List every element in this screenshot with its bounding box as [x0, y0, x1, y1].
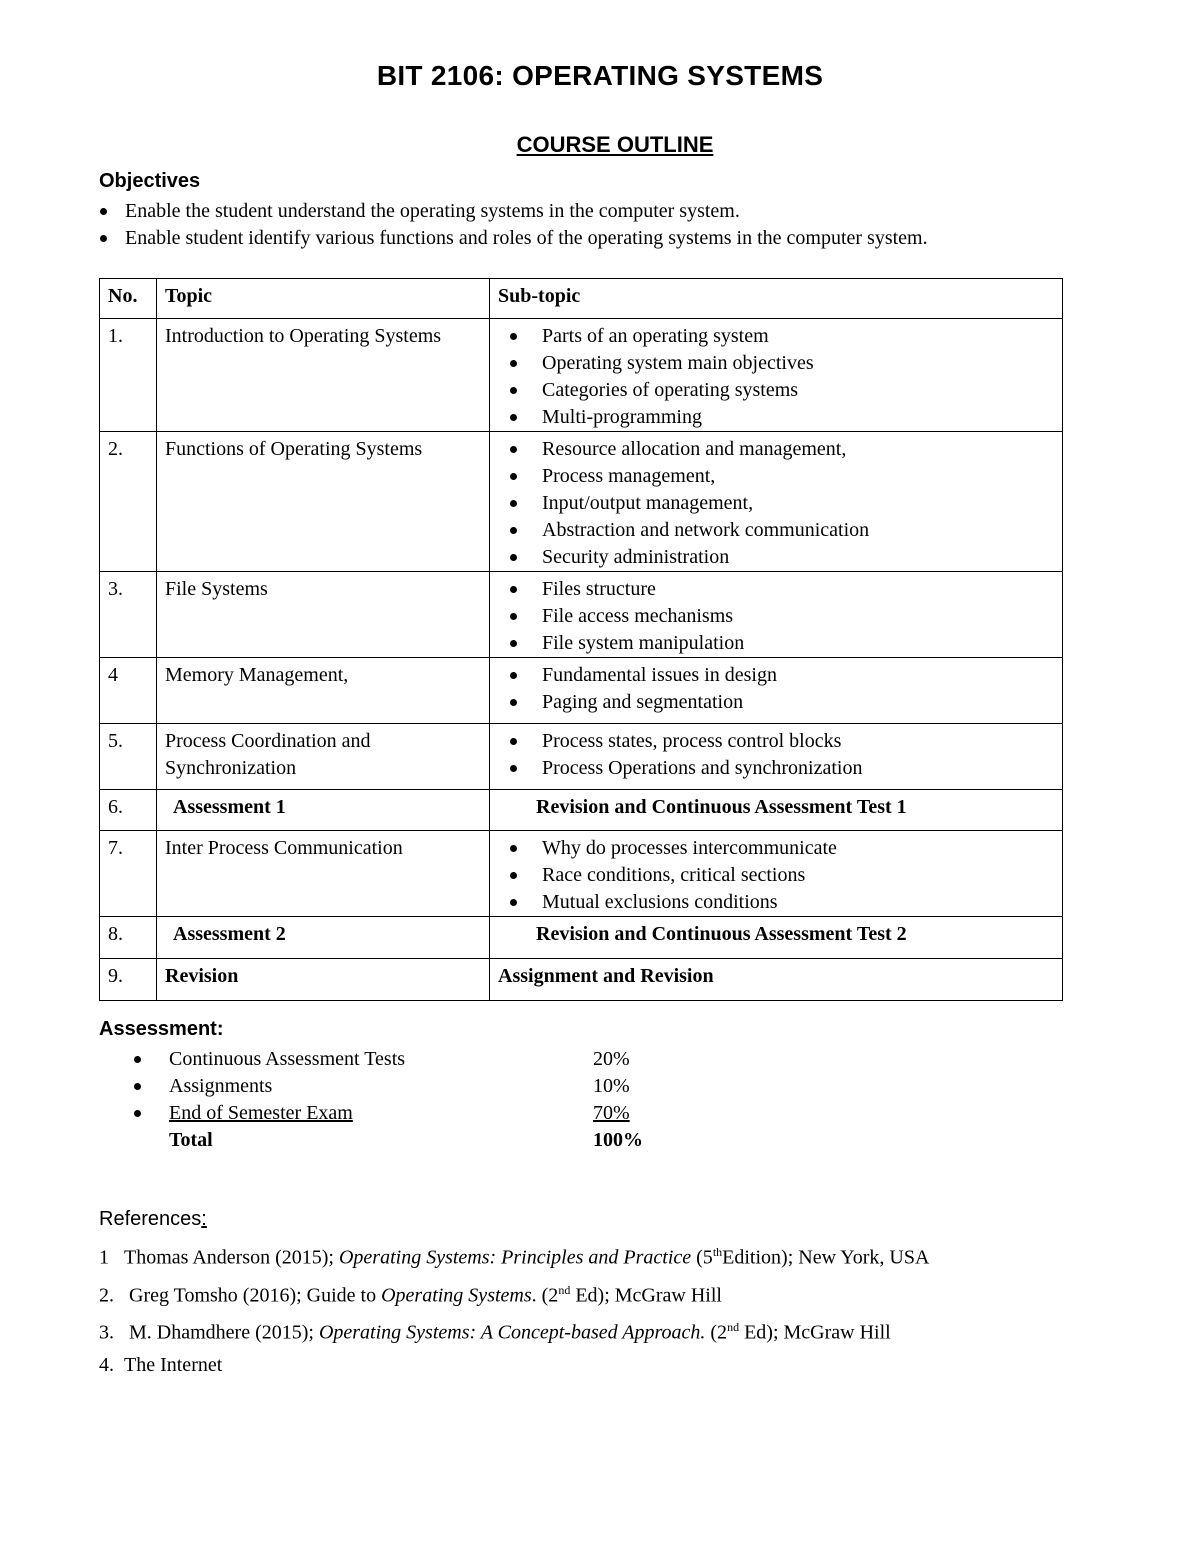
table-row	[100, 790, 1063, 831]
subtopic-item: Process Operations and synchronization	[498, 755, 1054, 782]
subtopic-item: Categories of operating systems	[498, 377, 1054, 404]
assessment-label: End of Semester Exam	[169, 1102, 353, 1124]
reference-author: M. Dhamdhere (2015);	[129, 1321, 319, 1344]
row-note: Assignment and Revision	[490, 959, 1063, 1001]
references-list	[99, 1236, 929, 1381]
subtopic-item: Input/output management,	[498, 490, 1054, 517]
bullet-icon	[133, 1046, 143, 1073]
assessment-note: Revision and Continuous Assessment Test 1	[536, 796, 907, 818]
subtopic-item: Paging and segmentation	[498, 689, 1054, 716]
table-row	[100, 724, 1063, 790]
total-label: Total	[169, 1129, 213, 1151]
reference-publisher: Ed); McGraw Hill	[739, 1321, 891, 1344]
assessment-topic: Assessment 2	[173, 923, 286, 945]
reference-number: 1	[99, 1246, 109, 1269]
subtopic-item: Multi-programming	[498, 404, 1054, 431]
row-subtopics	[490, 724, 1063, 790]
subtopic-item: Mutual exclusions conditions	[498, 889, 1054, 916]
assessment-percent: 10%	[593, 1075, 630, 1097]
references-heading	[99, 1208, 207, 1231]
references-heading-text: References	[99, 1208, 202, 1230]
row-topic: File Systems	[157, 572, 490, 658]
reference-edition-sup: nd	[558, 1282, 571, 1297]
table-row	[100, 319, 1063, 432]
row-number: 1.	[100, 319, 157, 432]
page-title: BIT 2106: OPERATING SYSTEMS	[376, 60, 824, 91]
bullet-icon	[133, 1100, 143, 1127]
subtopic-item: Resource allocation and management,	[498, 436, 1054, 463]
row-number: 4	[100, 658, 157, 724]
row-number: 3.	[100, 572, 157, 658]
course-outline-heading: COURSE OUTLINE	[516, 132, 714, 157]
row-number: 9.	[100, 959, 157, 1001]
header-no: No.	[100, 279, 157, 319]
objectives-list	[99, 198, 928, 252]
reference-title: Operating Systems	[381, 1284, 532, 1307]
reference-publisher: Ed); McGraw Hill	[570, 1284, 722, 1307]
header-subtopic: Sub-topic	[490, 279, 1063, 319]
table-row	[100, 959, 1063, 1001]
reference-item	[99, 1236, 929, 1274]
row-subtopics	[490, 319, 1063, 432]
assessment-label: Assignments	[169, 1075, 273, 1097]
course-outline-table	[99, 278, 1063, 1001]
subtopic-item: Fundamental issues in design	[498, 662, 1054, 689]
row-note	[490, 917, 1063, 959]
subtopic-item: Files structure	[498, 576, 1054, 603]
objectives-heading: Objectives	[99, 170, 201, 192]
reference-publisher: Edition); New York, USA	[722, 1246, 930, 1269]
row-note	[490, 790, 1063, 831]
reference-author: Thomas Anderson (2015);	[124, 1246, 339, 1269]
assessment-topic: Assessment 1	[173, 796, 286, 818]
row-topic: Inter Process Communication	[157, 831, 490, 917]
row-subtopics	[490, 831, 1063, 917]
subtopic-item: Parts of an operating system	[498, 323, 1054, 350]
reference-item	[99, 1311, 929, 1349]
table-header-row	[100, 279, 1063, 319]
row-number: 2.	[100, 432, 157, 572]
reference-item	[99, 1274, 929, 1312]
references-heading-colon: :	[201, 1208, 207, 1230]
reference-number: 3.	[99, 1321, 114, 1344]
row-number: 6.	[100, 790, 157, 831]
row-subtopics	[490, 432, 1063, 572]
row-topic: Process Coordination and Synchronization	[157, 724, 490, 790]
table-row	[100, 917, 1063, 959]
subtopic-item: Race conditions, critical sections	[498, 862, 1054, 889]
row-topic	[157, 917, 490, 959]
row-subtopics	[490, 658, 1063, 724]
table-row	[100, 572, 1063, 658]
table-row	[100, 658, 1063, 724]
reference-author: Greg Tomsho (2016); Guide to	[129, 1284, 382, 1307]
row-number: 7.	[100, 831, 157, 917]
subtopic-item: Abstraction and network communication	[498, 517, 1054, 544]
reference-edition: (2	[705, 1321, 728, 1344]
header-topic: Topic	[157, 279, 490, 319]
assessment-note: Revision and Continuous Assessment Test 2	[536, 923, 907, 945]
reference-edition: (5	[691, 1246, 713, 1269]
row-number: 8.	[100, 917, 157, 959]
row-topic: Introduction to Operating Systems	[157, 319, 490, 432]
reference-edition: . (2	[531, 1284, 559, 1307]
row-number: 5.	[100, 724, 157, 790]
subtopic-item: Security administration	[498, 544, 1054, 571]
bullet-icon	[133, 1073, 143, 1100]
reference-number: 2.	[99, 1284, 114, 1307]
reference-item	[99, 1349, 929, 1381]
total-percent: 100%	[593, 1129, 643, 1151]
subtopic-item: File access mechanisms	[498, 603, 1054, 630]
reference-edition-sup: nd	[727, 1320, 740, 1335]
reference-title: Operating Systems: Principles and Practice	[338, 1246, 692, 1269]
row-topic: Functions of Operating Systems	[157, 432, 490, 572]
row-topic	[157, 790, 490, 831]
subtopic-item: Process states, process control blocks	[498, 728, 1054, 755]
reference-number: 4.	[99, 1353, 114, 1376]
row-topic: Revision	[157, 959, 490, 1001]
assessment-percent: 70%	[593, 1102, 630, 1124]
reference-author: The Internet	[124, 1353, 223, 1376]
row-topic: Memory Management,	[157, 658, 490, 724]
subtopic-item: Why do processes intercommunicate	[498, 835, 1054, 862]
subtopic-item: Operating system main objectives	[498, 350, 1054, 377]
subtopic-item: File system manipulation	[498, 630, 1054, 657]
objective-item: Enable student identify various functions and roles of the operating systems in the computer system.	[99, 225, 928, 252]
table-row	[100, 432, 1063, 572]
row-subtopics	[490, 572, 1063, 658]
assessment-heading: Assessment:	[99, 1018, 224, 1040]
table-row	[100, 831, 1063, 917]
assessment-label: Continuous Assessment Tests	[169, 1048, 406, 1070]
assessment-percent: 20%	[593, 1048, 630, 1070]
subtopic-item: Process management,	[498, 463, 1054, 490]
reference-title: Operating Systems: A Concept-based Approach.	[318, 1321, 706, 1344]
reference-edition-sup: th	[712, 1245, 723, 1259]
objective-item: Enable the student understand the operating systems in the computer system.	[99, 198, 928, 225]
